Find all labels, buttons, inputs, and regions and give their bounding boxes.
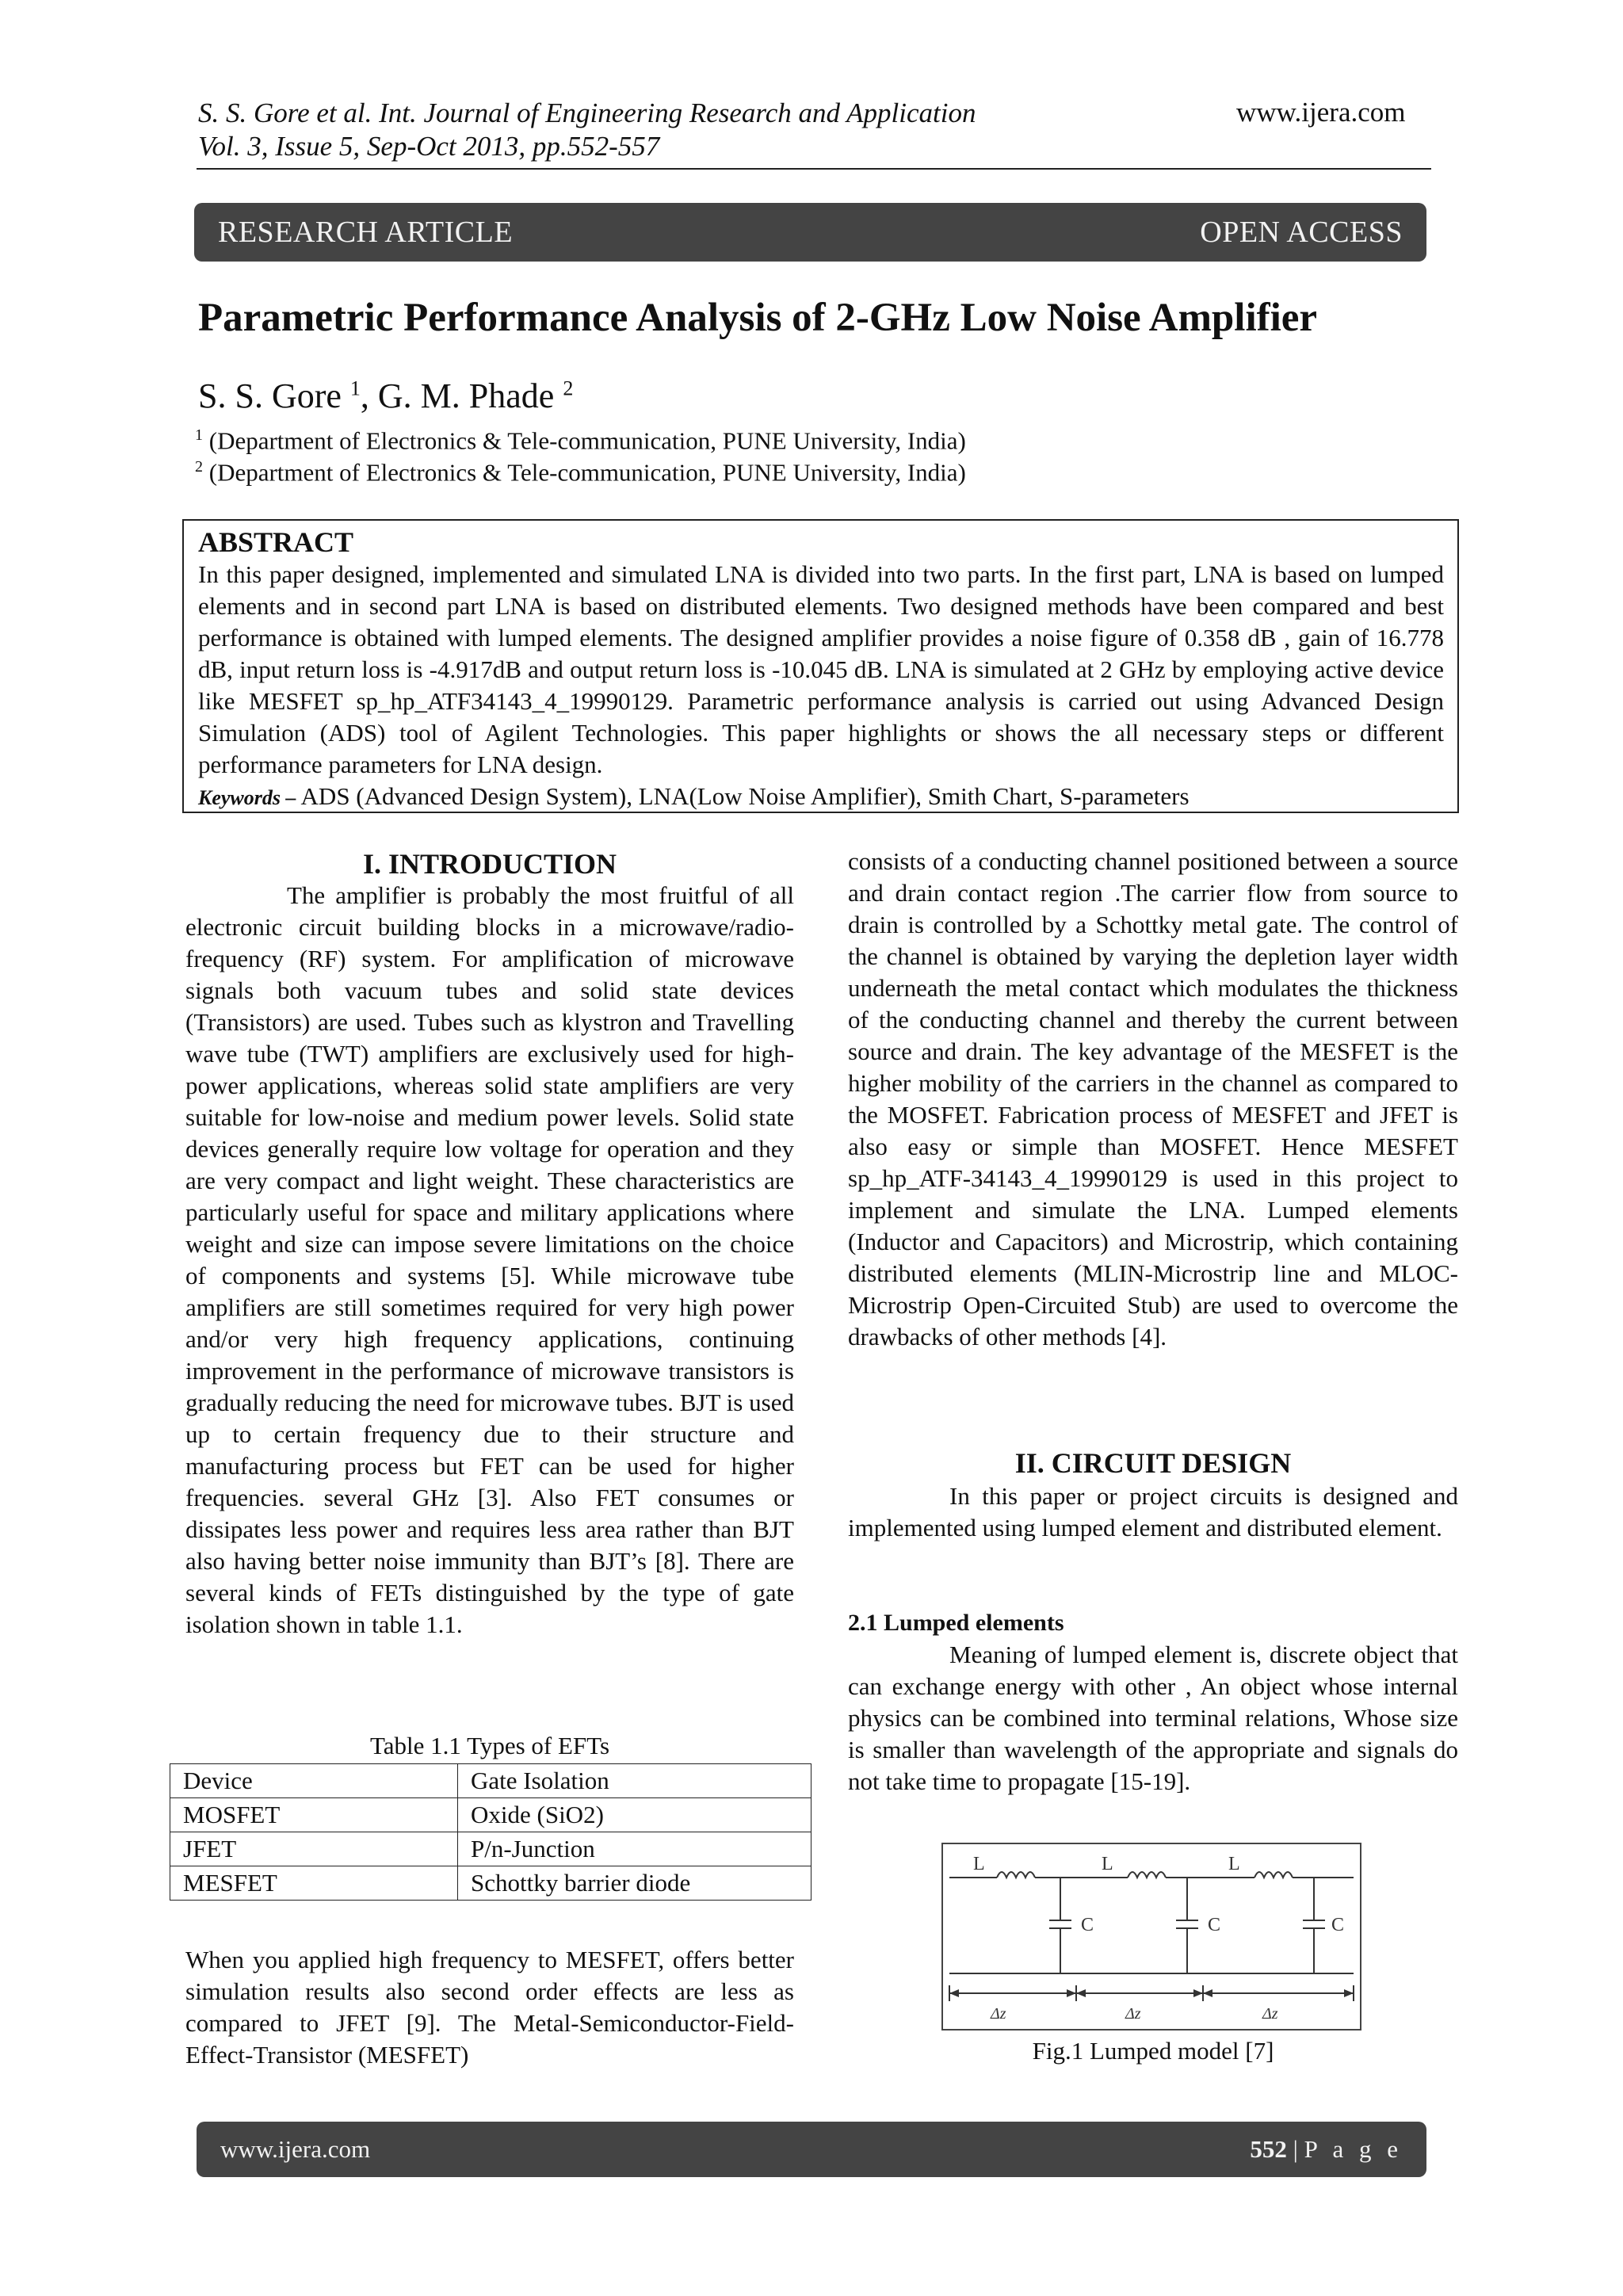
- capacitor-1-label: C: [1081, 1915, 1094, 1935]
- article-type-banner: [194, 203, 1426, 262]
- table-cell: P/n-Junction: [458, 1832, 812, 1866]
- lumped-elements-paragraph: Meaning of lumped element is, discrete object that can exchange energy with other , An object whose internal physics can be combined into terminal relations, Whose size is smaller than wavelength of the appropriate and signals do not take time to propagate [15-19].: [848, 1641, 1458, 1795]
- lumped-model-figure: [941, 1843, 1361, 2030]
- capacitor-2-label: C: [1208, 1915, 1221, 1935]
- table-cell: MOSFET: [170, 1798, 458, 1832]
- keywords-line: [198, 781, 1444, 814]
- delta-z-label-1: Δz: [991, 2005, 1006, 2023]
- inductor-1-label: L: [973, 1854, 985, 1874]
- table-row: [170, 1798, 812, 1832]
- inductor-3-symbol: [1254, 1872, 1293, 1878]
- figure-caption: Fig.1 Lumped model [7]: [1032, 2037, 1274, 2065]
- inductor-1-symbol: [997, 1872, 1035, 1878]
- introduction-paragraph-2: When you applied high frequency to MESFET, offers better simulation results also second order effects are less as compared to JFET [9]. The Metal-Semiconductor-Field-Effect-Transistor (MESFET): [185, 1946, 794, 2069]
- keywords-label: Keywords –: [198, 786, 296, 809]
- page-separator: |: [1286, 2135, 1304, 2163]
- journal-volume: Vol. 3, Issue 5, Sep-Oct 2013, pp.552-557: [198, 131, 660, 162]
- table-header-row: [170, 1764, 812, 1798]
- author-line: [198, 376, 573, 416]
- header-divider: [197, 168, 1431, 170]
- inductor-2-symbol: [1128, 1872, 1166, 1878]
- table-header-cell: Device: [170, 1764, 458, 1798]
- introduction-heading: I. INTRODUCTION: [362, 848, 617, 880]
- affiliation-2: [195, 458, 966, 487]
- affiliation-2-text: (Department of Electronics & Tele-communication, PUNE University, India): [203, 458, 966, 487]
- abstract-heading: ABSTRACT: [198, 526, 354, 558]
- journal-citation: S. S. Gore et al. Int. Journal of Engineering Research and Application: [198, 97, 976, 128]
- introduction-paragraph-1: The amplifier is probably the most fruitful of all electronic circuit building blocks in a microwave/radio-frequency (RF) system. For amplification of microwave signals both vacuum tubes and solid state devices (Transistors) are used. Tubes such as klystron and Travelling wave tube (TWT) amplifiers are exclusively used for high-power applications, whereas solid state amplifiers are very suitable for low-noise and medium power levels. Solid state devices generally require low voltage for operation and they are very compact and light weight. These characteristics are particularly useful for space and military applications where weight and size can impose severe limitations on the choice of components and systems [5]. While microwave tube amplifiers are still sometimes required for very high power and/or very high frequency applications, continuing improvement in the performance of microwave transistors is gradually reducing the need for microwave tubes. BJT is used up to certain frequency due to their structure and manufacturing process but FET can be used for higher frequencies. several GHz [3]. Also FET consumes or dissipates less power and requires less area rather than BJT also having better noise immunity than BJT’s [8]. There are several kinds of FETs distinguished by the type of gate isolation shown in table 1.1.: [185, 881, 794, 1638]
- circuit-design-heading: II. CIRCUIT DESIGN: [1014, 1447, 1292, 1479]
- research-article-label: RESEARCH ARTICLE: [218, 216, 514, 249]
- introduction-section: [185, 848, 794, 1641]
- header-website-link[interactable]: www.ijera.com: [1236, 97, 1406, 128]
- abstract-body: [198, 559, 1444, 814]
- abstract-text: In this paper designed, implemented and simulated LNA is divided into two parts. In the first part, LNA is based on lumped elements and in second part LNA is based on distributed elements. Two designed methods have been compared and best performance is obtained with lumped elements. The designed amplifier provides a noise figure of 0.358 dB , gain of 16.778 dB, input return loss is -4.917dB and output return loss is -10.045 dB. LNA is simulated at 2 GHz by employing active device like MESFET sp_hp_ATF34143_4_19990129. Parametric performance analysis is carried out using Advanced Design Simulation (ADS) tool of Agilent Technologies. This paper highlights or shows the all necessary steps or different performance parameters for LNA design.: [198, 560, 1444, 778]
- affiliation-1: [195, 426, 966, 455]
- inductor-2-label: L: [1102, 1854, 1113, 1874]
- lumped-model-diagram: [941, 1843, 1361, 2030]
- delta-z-label-2: Δz: [1125, 2005, 1141, 2023]
- author-1-affil-marker: 1: [349, 376, 361, 400]
- affiliation-1-text: (Department of Electronics & Tele-communication, PUNE University, India): [203, 426, 966, 455]
- lumped-elements-subheading: 2.1 Lumped elements: [848, 1610, 1064, 1636]
- page-indicator: [1250, 2135, 1403, 2164]
- author-2-affil-marker: 2: [563, 376, 574, 400]
- table-cell: Oxide (SiO2): [458, 1798, 812, 1832]
- fet-types-table: [170, 1763, 812, 1901]
- page-footer: [197, 2122, 1426, 2177]
- affiliation-2-marker: 2: [195, 458, 203, 476]
- circuit-design-paragraph: In this paper or project circuits is designed and implemented using lumped element and distributed element.: [848, 1482, 1458, 1541]
- delta-z-label-3: Δz: [1262, 2005, 1278, 2023]
- page-word: P a g e: [1304, 2135, 1403, 2163]
- keywords-text: ADS (Advanced Design System), LNA(Low Noise Amplifier), Smith Chart, S-parameters: [296, 782, 1190, 810]
- table-caption: Table 1.1 Types of EFTs: [369, 1732, 610, 1759]
- open-access-label: OPEN ACCESS: [1200, 216, 1403, 249]
- inductor-3-label: L: [1228, 1854, 1240, 1874]
- table-header-cell: Gate Isolation: [458, 1764, 812, 1798]
- table-cell: JFET: [170, 1832, 458, 1866]
- table-cell: MESFET: [170, 1866, 458, 1901]
- table-cell: Schottky barrier diode: [458, 1866, 812, 1901]
- page-number: 552: [1250, 2135, 1287, 2163]
- footer-website-link[interactable]: www.ijera.com: [220, 2135, 371, 2163]
- affiliation-1-marker: 1: [195, 426, 203, 444]
- table-row: [170, 1832, 812, 1866]
- author-separator: ,: [360, 376, 378, 415]
- capacitor-3-label: C: [1331, 1915, 1345, 1935]
- author-2: G. M. Phade: [377, 376, 555, 415]
- table-row: [170, 1866, 812, 1901]
- running-header: [198, 97, 976, 163]
- mesfet-paragraph: consists of a conducting channel positioned between a source and drain contact region .The carrier flow from source to drain is controlled by a Schottky metal gate. The control of the channel is obtained by varying the depletion layer width underneath the metal contact which modulates the thickness of the conducting channel and thereby the current between source and drain. The key advantage of the MESFET is the higher mobility of the carriers in the channel as compared to the MOSFET. Fabrication process of MESFET and JFET is also easy or simple than MOSFET. Hence MESFET sp_hp_ATF-34143_4_19990129 is used in this project to implement and simulate the LNA. Lumped elements (Inductor and Capacitors) and Microstrip, which containing distributed elements (MLIN-Microstrip line and MLOC- Microstrip Open-Circuited Stub) are used to overcome the drawbacks of other methods [4].: [848, 847, 1458, 1350]
- paper-title: Parametric Performance Analysis of 2-GHz Low Noise Amplifier: [198, 296, 1318, 340]
- author-1: S. S. Gore: [198, 376, 342, 415]
